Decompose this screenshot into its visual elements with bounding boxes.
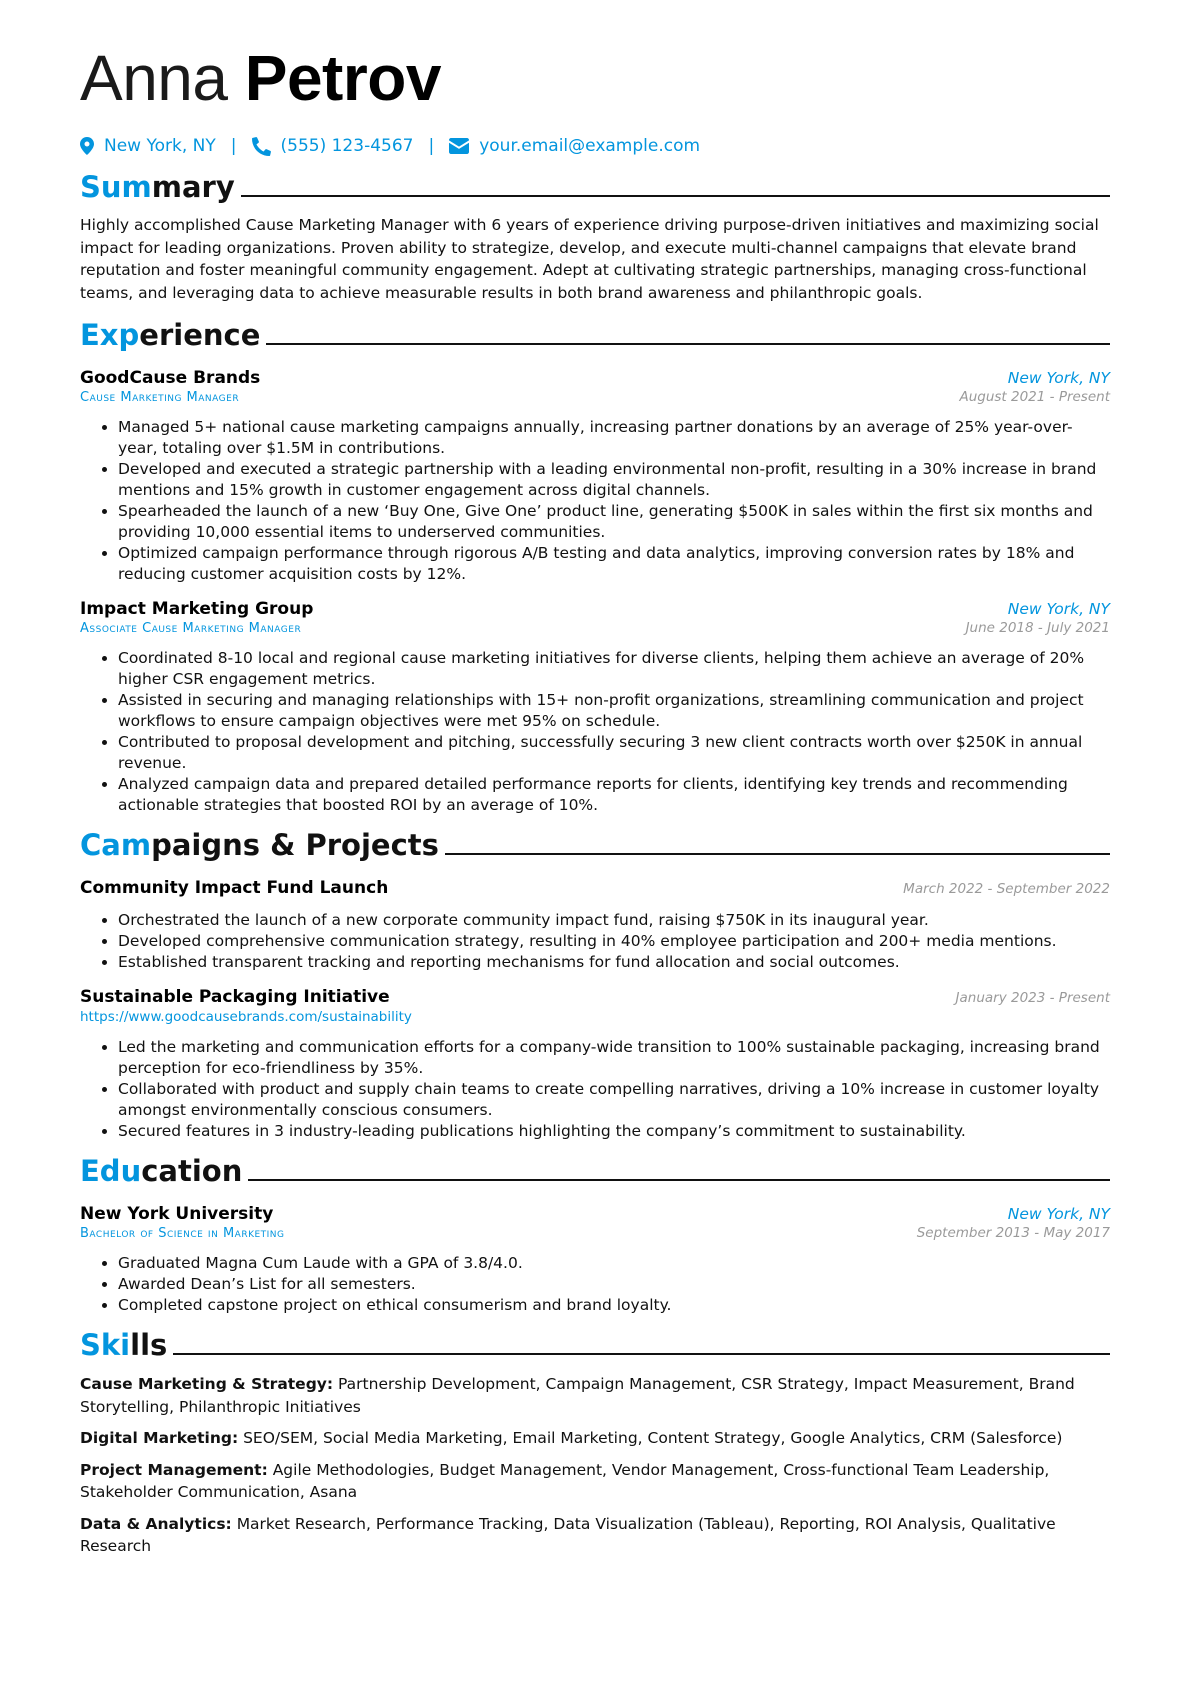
section-divider: [241, 195, 1110, 197]
bullet-list: [80, 1253, 1110, 1316]
list-item: • Contributed to proposal development and pitching, successfully securing 3 new client contracts worth over $250K in annual revenue.: [118, 732, 1110, 774]
last-name: Petrov: [244, 42, 441, 114]
experience-entry: [80, 599, 1110, 816]
skill-group: [80, 1373, 1110, 1418]
skills-section-heading: [80, 1326, 1110, 1364]
skill-values: SEO/SEM, Social Media Marketing, Email Marketing, Content Strategy, Google Analytics, CRM (Salesforce): [243, 1429, 1063, 1447]
project-name: Sustainable Packaging Initiative: [80, 987, 390, 1007]
section-title: Experience: [80, 318, 261, 352]
location-text: New York, NY: [104, 136, 216, 156]
phone-text: (555) 123-4567: [280, 136, 414, 156]
list-item: • Orchestrated the launch of a new corporate community impact fund, raising $750K in its inaugural year.: [118, 910, 1110, 931]
skill-label: Cause Marketing & Strategy:: [80, 1375, 334, 1393]
list-item: • Spearheaded the launch of a new ‘Buy One, Give One’ product line, generating $500K in sales within the first six months and providing 10,000 essential items to underserved communities.: [118, 501, 1110, 543]
skill-label: Digital Marketing:: [80, 1429, 239, 1447]
degree: Bachelor of Science in Marketing: [80, 1226, 285, 1241]
section-title: Summary: [80, 170, 235, 204]
skill-values: Partnership Development, Campaign Management, CSR Strategy, Impact Measurement, Brand Storytelling, Philanthropic Initiatives: [80, 1375, 1075, 1416]
phone-icon: [252, 137, 271, 156]
bullet-list: [80, 910, 1110, 973]
company-name: GoodCause Brands: [80, 368, 261, 388]
job-dates: August 2021 - Present: [959, 389, 1110, 405]
list-item: • Collaborated with product and supply chain teams to create compelling narratives, driving a 10% increase in customer loyalty amongst environmentally conscious consumers.: [118, 1079, 1110, 1121]
project-dates: January 2023 - Present: [955, 990, 1110, 1006]
contact-separator: |: [428, 136, 435, 156]
skill-label: Project Management:: [80, 1460, 268, 1479]
first-name: Anna: [80, 42, 228, 114]
job-dates: June 2018 - July 2021: [965, 620, 1110, 636]
contact-bar: [80, 132, 1110, 160]
list-item: • Coordinated 8-10 local and regional cause marketing initiatives for diverse clients, helping them achieve an average of 20% higher CSR engagement metrics.: [118, 648, 1110, 690]
experience-section-heading: [80, 316, 1110, 354]
school-location: New York, NY: [1007, 1205, 1110, 1223]
experience-entry: [80, 368, 1110, 585]
summary-section-heading: [80, 168, 1110, 206]
education-dates: September 2013 - May 2017: [916, 1225, 1110, 1241]
map-pin-icon: [80, 137, 94, 155]
list-item: • Developed and executed a strategic partnership with a leading environmental non-profit, resulting in a 30% increase in brand mentions and 15% growth in customer engagement across digital channels.: [118, 459, 1110, 501]
project-entry: [80, 987, 1110, 1142]
bullet-list: [80, 1037, 1110, 1142]
company-name: Impact Marketing Group: [80, 599, 314, 619]
project-name: Community Impact Fund Launch: [80, 878, 389, 898]
candidate-name: [80, 40, 1110, 116]
contact-separator: |: [230, 136, 237, 156]
contact-email[interactable]: [449, 136, 700, 156]
list-item: • Led the marketing and communication efforts for a company-wide transition to 100% sustainable packaging, increasing brand perception for eco-friendliness by 35%.: [118, 1037, 1110, 1079]
job-location: New York, NY: [1007, 369, 1110, 387]
projects-section-heading: [80, 826, 1110, 864]
section-title: Education: [80, 1154, 243, 1188]
list-item: • Established transparent tracking and reporting mechanisms for fund allocation and social outcomes.: [118, 952, 1110, 973]
bullet-list: [80, 648, 1110, 816]
education-section-heading: [80, 1152, 1110, 1190]
skill-values: Market Research, Performance Tracking, Data Visualization (Tableau), Reporting, ROI Analysis, Qualitative Research: [80, 1514, 1056, 1555]
summary-text: Highly accomplished Cause Marketing Manager with 6 years of experience driving purpose-driven initiatives and maximizing social impact for leading organizations. Proven ability to strategize, develop, and execute multi-channel campaigns that elevate brand reputation and foster meaningful community engagement. Adept at cultivating strategic partnerships, managing cross-functional teams, and leveraging data to achieve measurable results in both brand awareness and philanthropic goals.: [80, 216, 1099, 302]
education-entry: [80, 1204, 1110, 1316]
project-link[interactable]: https://www.goodcausebrands.com/sustainability: [80, 1009, 412, 1025]
section-title: Skills: [80, 1328, 168, 1362]
school-name: New York University: [80, 1204, 274, 1224]
skill-label: Data & Analytics:: [80, 1514, 232, 1533]
skill-values: Agile Methodologies, Budget Management, Vendor Management, Cross-functional Team Leadership, Stakeholder Communication, Asana: [80, 1460, 1050, 1501]
list-item: • Graduated Magna Cum Laude with a GPA of 3.8/4.0.: [118, 1253, 1110, 1274]
section-divider: [173, 1353, 1110, 1355]
email-text: your.email@example.com: [479, 136, 701, 156]
contact-location: [80, 136, 216, 156]
project-dates: March 2022 - September 2022: [903, 881, 1110, 897]
list-item: • Awarded Dean’s List for all semesters.: [118, 1274, 1110, 1295]
section-divider: [445, 853, 1110, 855]
list-item: • Completed capstone project on ethical consumerism and brand loyalty.: [118, 1295, 1110, 1316]
list-item: • Developed comprehensive communication strategy, resulting in 40% employee participation and 200+ media mentions.: [118, 931, 1110, 952]
job-title: Cause Marketing Manager: [80, 390, 240, 405]
skill-group: [80, 1427, 1110, 1450]
list-item: • Analyzed campaign data and prepared detailed performance reports for clients, identifying key trends and recommending actionable strategies that boosted ROI by an average of 10%.: [118, 774, 1110, 816]
bullet-list: [80, 417, 1110, 585]
list-item: • Secured features in 3 industry-leading publications highlighting the company’s commitment to sustainability.: [118, 1121, 1110, 1142]
job-title: Associate Cause Marketing Manager: [80, 621, 302, 636]
skill-group: [80, 1459, 1110, 1504]
contact-phone[interactable]: [252, 136, 414, 156]
list-item: • Optimized campaign performance through rigorous A/B testing and data analytics, improving conversion rates by 18% and reducing customer acquisition costs by 12%.: [118, 543, 1110, 585]
skill-group: [80, 1513, 1110, 1558]
list-item: • Assisted in securing and managing relationships with 15+ non-profit organizations, streamlining communication and project workflows to ensure campaign objectives were met 95% on schedule.: [118, 690, 1110, 732]
job-location: New York, NY: [1007, 600, 1110, 618]
list-item: • Managed 5+ national cause marketing campaigns annually, increasing partner donations by an average of 25% year-over-year, totaling over $1.5M in contributions.: [118, 417, 1110, 459]
envelope-icon: [449, 138, 469, 154]
section-divider: [266, 343, 1110, 345]
section-title: Campaigns & Projects: [80, 828, 439, 862]
section-divider: [248, 1179, 1110, 1181]
project-entry: [80, 878, 1110, 973]
